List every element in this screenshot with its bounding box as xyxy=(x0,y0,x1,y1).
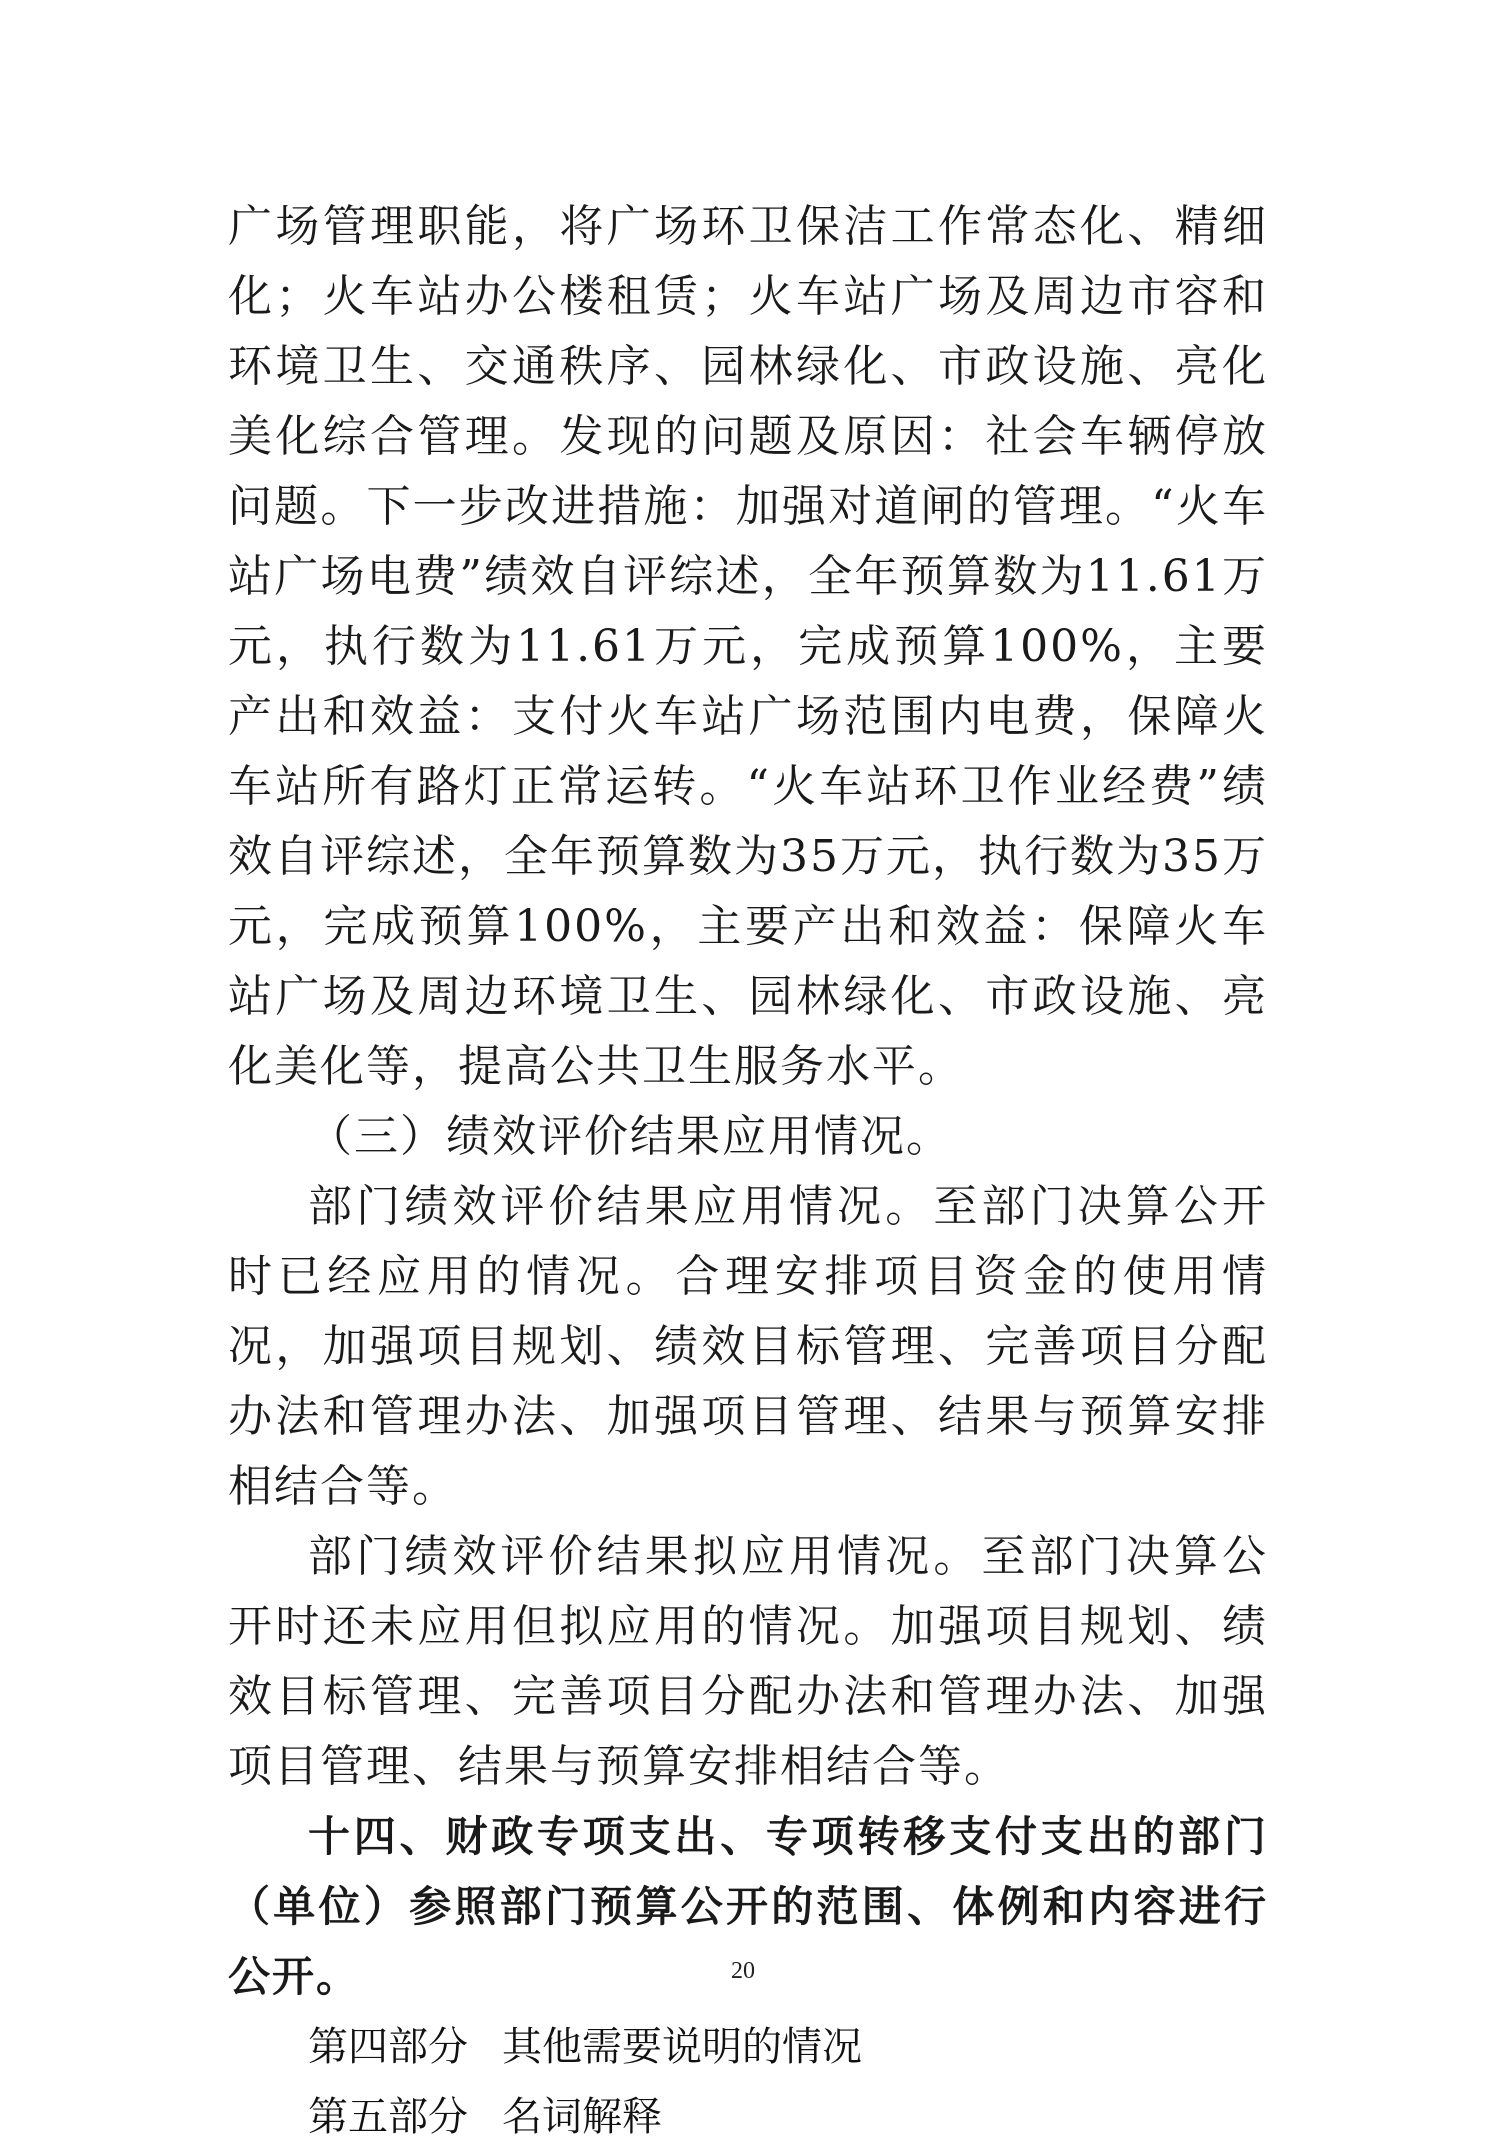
part-four-title: 其他需要说明的情况 xyxy=(502,2024,862,2070)
paragraph-applied-results: 部门绩效评价结果应用情况。至部门决算公开时已经应用的情况。合理安排项目资金的使用情况，加强项目规划、绩效目标管理、完善项目分配办法和管理办法、加强项目管理、结果与预算安排相结合等。 xyxy=(228,1181,1268,1512)
part-five-number: 第五部分 xyxy=(308,2094,468,2140)
part-four-number: 第四部分 xyxy=(308,2024,468,2070)
part-five-heading xyxy=(228,2082,1268,2152)
paragraph-planned-results: 部门绩效评价结果拟应用情况。至部门决算公开时还未应用但拟应用的情况。加强项目规划、绩效目标管理、完善项目分配办法和管理办法、加强项目管理、结果与预算安排相结合等。 xyxy=(228,1531,1268,1792)
page-number: 20 xyxy=(731,1958,755,1984)
part-five-title: 名词解释 xyxy=(502,2094,662,2140)
heading-section-fourteen: 十四、财政专项支出、专项转移支付支出的部门（单位）参照部门预算公开的范围、体例和内容进行公开。 xyxy=(228,1812,1268,2001)
document-body xyxy=(228,192,1268,2152)
paragraph-performance-summary: 广场管理职能，将广场环卫保洁工作常态化、精细化；火车站办公楼租赁；火车站广场及周边市容和环境卫生、交通秩序、园林绿化、市政设施、亮化美化综合管理。发现的问题及原因：社会车辆停放问题。下一步改进措施：加强对道闸的管理。“火车站广场电费”绩效自评综述，全年预算数为11.61万元，执行数为11.61万元，完成预算100%，主要产出和效益：支付火车站广场范围内电费，保障火车站所有路灯正常运转。“火车站环卫作业经费”绩效自评综述，全年预算数为35万元，执行数为35万元，完成预算100%，主要产出和效益：保障火车站广场及周边环境卫生、园林绿化、市政设施、亮化美化等，提高公共卫生服务水平。 xyxy=(228,201,1268,1092)
part-four-heading xyxy=(228,2012,1268,2082)
paragraph-subheading-application: （三）绩效评价结果应用情况。 xyxy=(308,1111,952,1162)
